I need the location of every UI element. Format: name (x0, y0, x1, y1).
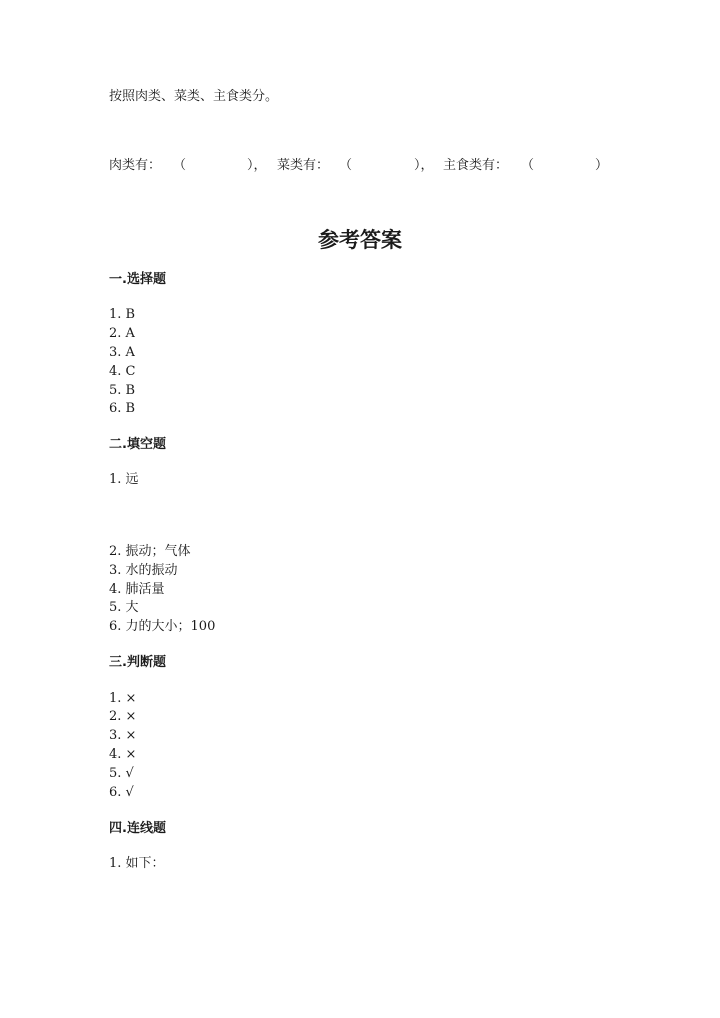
meat-close-paren: ）， (247, 158, 267, 173)
question-instruction: 按照肉类、菜类、主食类分。 (109, 89, 279, 104)
veg-blank[interactable] (353, 157, 411, 175)
list-item: 4. C (109, 364, 136, 379)
list-item: 2. 振动；气体 (109, 544, 191, 559)
meat-open-paren: （ (173, 158, 187, 173)
list-item: 3. × (109, 728, 137, 743)
veg-open-paren: （ (339, 158, 353, 173)
list-item: 3. A (109, 345, 135, 360)
list-item: 5. 大 (109, 600, 139, 615)
staple-close-paren: ） (595, 158, 609, 173)
section-heading-fill: 二.填空题 (109, 437, 166, 452)
answer-title: 参考答案 (318, 228, 402, 252)
list-item: 4. × (109, 747, 137, 762)
staple-blank[interactable] (535, 157, 593, 175)
list-item: 6. √ (109, 785, 134, 800)
list-item: 3. 水的振动 (109, 563, 178, 578)
meat-label: 肉类有： (109, 158, 162, 173)
list-item: 2. A (109, 326, 135, 341)
section-heading-choice: 一.选择题 (109, 272, 166, 287)
fill-blank-row (109, 157, 629, 175)
list-item: 1. 远 (109, 472, 139, 487)
list-item: 5. B (109, 383, 136, 398)
list-item: 4. 肺活量 (109, 582, 165, 597)
staple-label: 主食类有： (443, 158, 509, 173)
veg-close-paren: ）， (414, 158, 434, 173)
section-heading-match: 四.连线题 (109, 821, 166, 836)
list-item: 2. × (109, 709, 137, 724)
list-item: 1. 如下： (109, 856, 165, 871)
list-item: 6. 力的大小；100 (109, 619, 216, 634)
list-item: 1. × (109, 691, 137, 706)
veg-label: 菜类有： (277, 158, 330, 173)
meat-blank[interactable] (187, 157, 245, 175)
section-heading-judge: 三.判断题 (109, 655, 166, 670)
list-item: 6. B (109, 401, 136, 416)
list-item: 1. B (109, 307, 136, 322)
staple-open-paren: （ (521, 158, 535, 173)
list-item: 5. √ (109, 766, 134, 781)
